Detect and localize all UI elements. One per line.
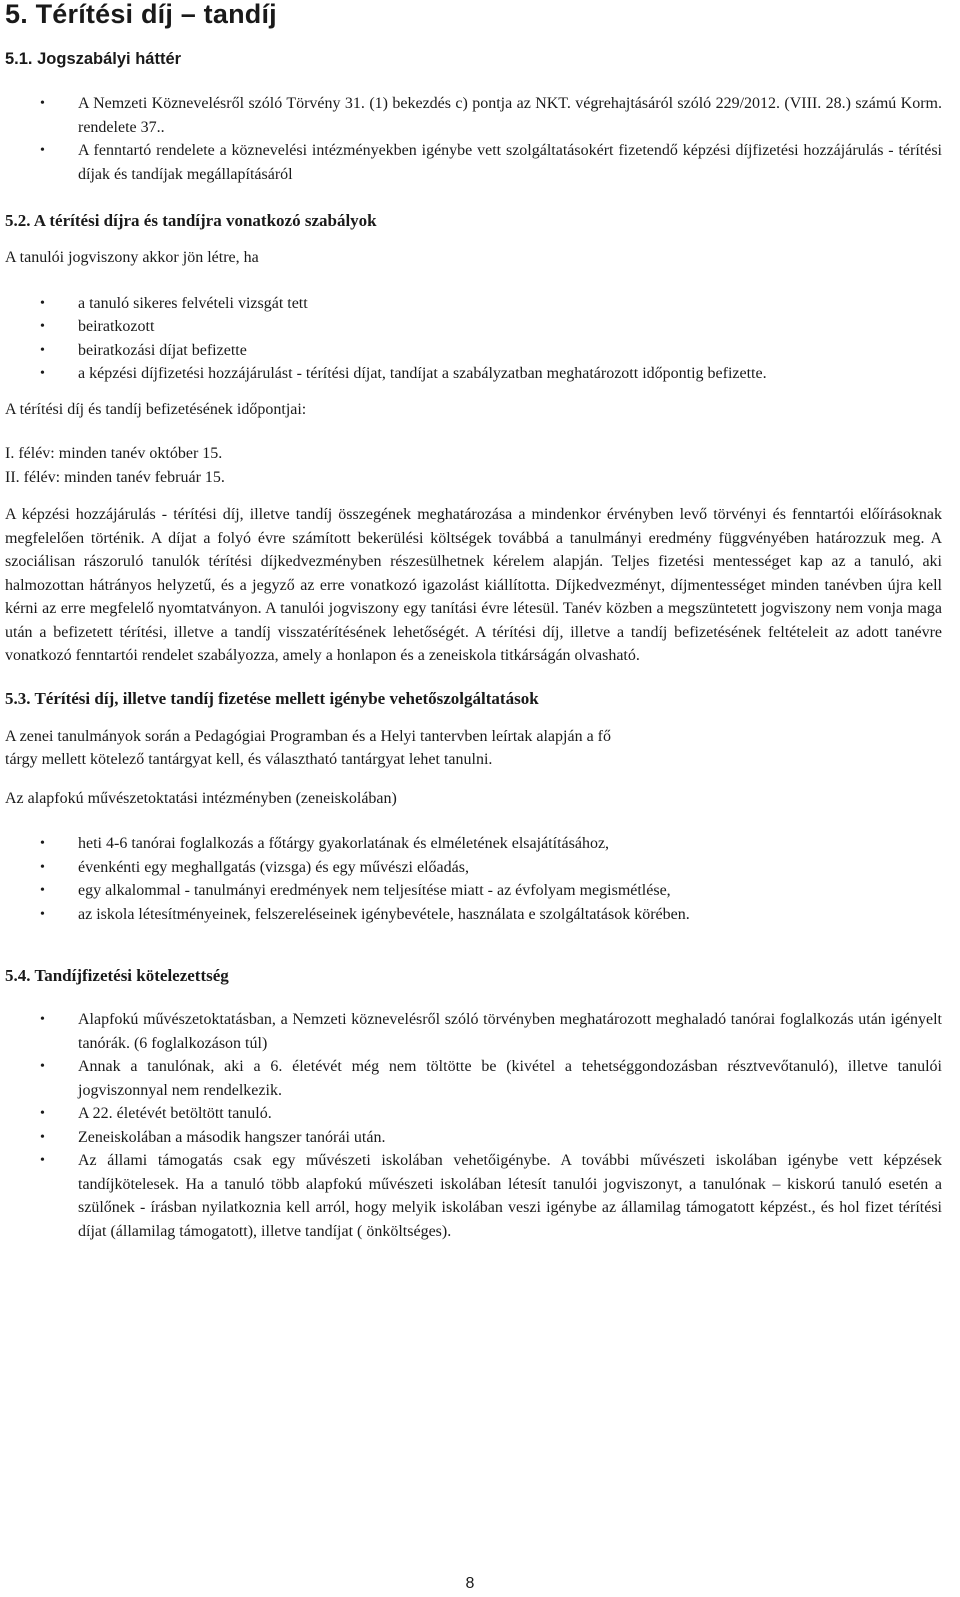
section-5-3-intro: Az alapfokú művészetoktatási intézményben (zeneiskolában): [5, 789, 397, 807]
section-5-4-list: [5, 1008, 942, 1243]
list-item: • A Nemzeti Köznevelésről szóló Törvény 31. (1) bekezdés c) pontja az NKT. végrehajtásáról szóló 229/2012. (VIII. 28.) számú Korm. rendelete 37..: [5, 92, 942, 139]
list-item: • a tanuló sikeres felvételi vizsgát tett: [5, 292, 942, 316]
deadline-2: II. félév: minden tanév február 15.: [5, 468, 225, 486]
section-5-2-heading: 5.2. A térítési díjra és tandíjra vonatkozó szabályok: [5, 211, 377, 230]
list-item: • az iskola létesítményeinek, felszereléseinek igénybevétele, használata e szolgáltatások körében.: [5, 903, 942, 927]
list-item: • a képzési díjfizetési hozzájárulást - térítési díjat, tandíjat a szabályzatban meghatározott időpontig befizette.: [5, 362, 942, 386]
page-title: 5. Térítési díj – tandíj: [5, 0, 277, 29]
list-item: • heti 4-6 tanórai foglalkozás a főtárgy gyakorlatának és elméletének elsajátításához,: [5, 832, 942, 856]
section-5-1-heading: 5.1. Jogszabályi háttér: [5, 50, 182, 68]
list-item: • egy alkalommal - tanulmányi eredmények nem teljesítése miatt - az évfolyam megismétlése,: [5, 879, 942, 903]
list-item: • Az állami támogatás csak egy művészeti iskolában vehetőigénybe. A további művészeti iskolában igénybe vett képzések tandíjkötelesek. Ha a tanuló több alapfokú művészeti iskolában létesít tanulói jogviszonyt, a tanulónak – kiskorú tanuló esetén a szülőnek - írásban nyilatkoznia kell arról, hogy melyik iskolában veszi igénybe az államilag támogatott képzést., és hol fizet térítési díjat (államilag támogatott), illetve tandíjat ( önköltséges).: [5, 1149, 942, 1243]
section-5-3-paragraph-line-1: A zenei tanulmányok során a Pedagógiai Programban és a Helyi tantervben leírtak alapján a fő: [5, 727, 612, 745]
list-item: • Alapfokú művészetoktatásban, a Nemzeti köznevelésről szóló törvényben meghatározott meghaladó tanórai foglalkozás után igényelt tanórák. (6 foglalkozáson túl): [5, 1008, 942, 1055]
section-5-2-intro: A tanulói jogviszony akkor jön létre, ha: [5, 249, 259, 266]
section-5-2-paragraph: A képzési hozzájárulás - térítési díj, illetve tandíj összegének meghatározása a mindenkor érvényben levő törvényi és fenntartói előírásoknak megfelelően történik. A díjat a folyó évre számított bekerülési költségek továbbá a tanulmányi eredmény függvényében határozzuk meg. A szociálisan rászoruló tanulók térítési díjkedvezményben részesülhetnek kérelem alapján. Teljes fizetési mentességet kap az a tanuló, aki halmozottan hátrányos helyzetű, és a jegyző az erre vonatkozó igazolást kiállította. Díjkedvezményt, díjmentességet minden tanévben újra kell kérni az erre megfelelő nyomtatványon. A tanulói jogviszony egy tanítási évre létesül. Tanév közben a megszüntetett jogviszony nem vonja maga után a befizetett térítési, illetve a tandíj visszatérítésének lehetőségét. A térítési díj, illetve a tandíj befizetésének feltételeit az adott tanévre vonatkozó fenntartói rendelet szabályozza, amely a honlapon és a zeneiskola titkárságán olvasható.: [5, 506, 942, 664]
section-5-4-heading: 5.4. Tandíjfizetési kötelezettség: [5, 966, 229, 985]
section-5-3-paragraph-line-2: tárgy mellett kötelező tantárgyat kell, és választható tantárgyat lehet tanulni.: [5, 751, 493, 768]
list-item: • Zeneiskolában a második hangszer tanórái után.: [5, 1126, 942, 1150]
list-item: • beiratkozott: [5, 315, 942, 339]
list-item: • beiratkozási díjat befizette: [5, 339, 942, 363]
section-5-3-heading: 5.3. Térítési díj, illetve tandíj fizetése mellett igénybe vehetőszolgáltatások: [5, 688, 539, 708]
list-item: • A fenntartó rendelete a köznevelési intézményekben igénybe vett szolgáltatásokért fizetendő képzési díjfizetési hozzájárulás - térítési díjak és tandíjak megállapításáról: [5, 139, 942, 186]
document-page: [5, 0, 942, 1243]
list-item: • A 22. életévét betöltött tanuló.: [5, 1102, 942, 1126]
page-number: 8: [465, 1575, 475, 1592]
section-5-3-list: [5, 832, 942, 926]
section-5-1-list: [5, 92, 942, 186]
list-item: • Annak a tanulónak, aki a 6. életévét még nem töltötte be (kivétel a tehetséggondozásban résztvevőtanuló), illetve tanulói jogviszonnyal nem rendelkezik.: [5, 1055, 942, 1102]
list-item: • évenkénti egy meghallgatás (vizsga) és egy művészi előadás,: [5, 856, 942, 880]
deadline-1: I. félév: minden tanév október 15.: [5, 445, 223, 462]
section-5-2-list: [5, 292, 942, 386]
deadline-title: A térítési díj és tandíj befizetésének időpontjai:: [5, 400, 307, 418]
